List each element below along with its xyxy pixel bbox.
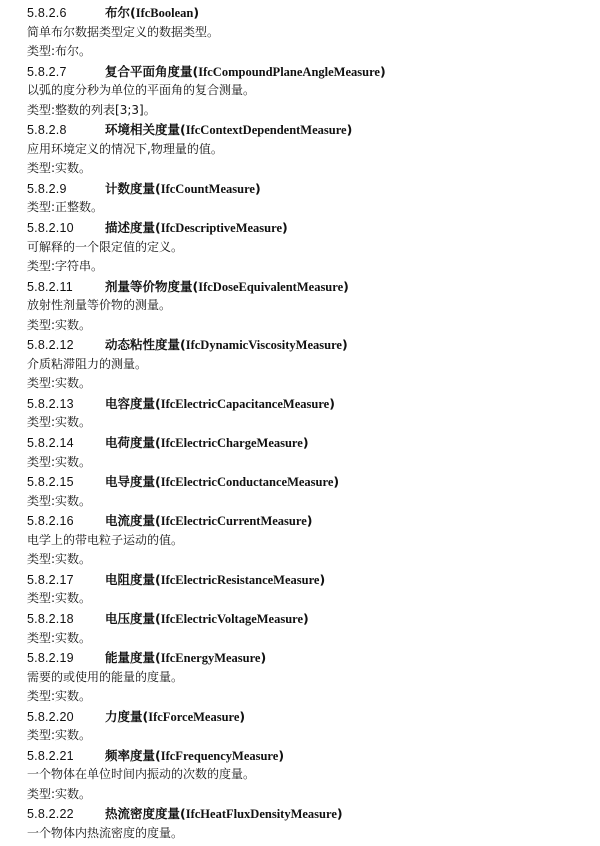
paren-close: ) [343,278,349,294]
section-number: 5.8.2.11 [27,279,73,294]
paren-open: ( [155,474,161,490]
entity-code: IfcDescriptiveMeasure [160,221,282,236]
paren-open: ( [192,63,199,79]
entity-code: IfcElectricCurrentMeasure [160,514,307,529]
paren-close: ) [329,395,335,411]
section-heading [27,3,592,23]
section-type: 类型:实数。 [27,591,92,606]
section-number: 5.8.2.8 [27,123,67,138]
section-description: 一个物体内热流密度的度量。 [27,825,184,840]
paren-close: ) [306,513,313,529]
section-title: 电容度量 [105,395,156,411]
section-title: 剂量等价物度量 [105,278,193,294]
paren-close: ) [319,571,326,587]
section-number: 5.8.2.20 [27,709,74,724]
section-type: 类型:正整数。 [27,200,104,215]
paren-open: ( [130,5,136,20]
section-number: 5.8.2.22 [27,807,74,822]
section-heading [27,433,592,453]
section-type: 类型:实数。 [27,454,92,469]
section-type: 类型:字符串。 [27,259,104,274]
section-title: 环境相关度量 [105,122,181,138]
section-type: 类型:实数。 [27,786,92,801]
section-number: 5.8.2.21 [27,748,74,763]
section-title: 动态粘性度量 [105,337,181,353]
section-heading [27,394,592,414]
section-description: 放射性剂量等价物的测量。 [27,298,172,313]
entity-code: IfcBoolean [135,6,194,20]
entity-code: IfcHeatFluxDensityMeasure [185,807,337,822]
section-heading [27,335,592,355]
paren-close: ) [278,747,285,763]
section-title: 力度量 [105,708,143,724]
section-heading [27,746,592,766]
paren-close: ) [336,806,343,822]
section-description: 介质粘滞阻力的测量。 [27,356,148,371]
entity-code: IfcDynamicViscosityMeasure [185,338,342,353]
section-title: 能量度量 [105,650,156,666]
section-title: 描述度量 [105,220,156,236]
paren-open: ( [155,395,161,411]
entity-code: IfcContextDependentMeasure [185,123,347,138]
paren-close: ) [282,220,288,236]
section-type: 类型:实数。 [27,376,92,391]
entity-code: IfcElectricConductanceMeasure [160,475,334,490]
section-type: 类型:实数。 [27,415,92,430]
paren-open: ( [155,747,161,763]
paren-close: ) [346,122,353,138]
section-title: 电流度量 [105,513,156,529]
paren-open: ( [142,708,149,724]
section-heading [27,277,592,297]
entity-code: IfcElectricChargeMeasure [160,436,303,451]
section-heading [27,62,592,82]
paren-open: ( [155,220,161,236]
paren-open: ( [155,180,161,196]
section-description: 电学上的带电粒子运动的值。 [27,532,184,547]
section-description: 一个物体在单位时间内振动的次数的度量。 [27,767,256,782]
section-type: 类型:实数。 [27,552,92,567]
paren-open: ( [180,337,186,353]
section-title: 电压度量 [105,610,156,626]
entity-code: IfcEnergyMeasure [160,651,261,666]
section-title: 电导度量 [105,474,156,490]
section-heading [27,648,592,668]
entity-code: IfcForceMeasure [148,709,240,724]
paren-open: ( [155,513,161,529]
paren-close: ) [302,435,309,451]
paren-close: ) [193,5,200,20]
paren-close: ) [239,708,246,724]
section-title: 布尔 [105,5,131,20]
paren-open: ( [180,122,186,138]
section-type: 类型:实数。 [27,630,92,645]
section-title: 复合平面角度量 [105,63,193,79]
paren-open: ( [192,278,199,294]
section-description: 应用环境定义的情况下,物理量的值。 [27,141,223,156]
section-heading [27,218,592,238]
section-number: 5.8.2.19 [27,651,74,666]
section-number: 5.8.2.15 [27,475,74,490]
section-title: 频率度量 [105,747,156,763]
paren-close: ) [341,337,348,353]
section-number: 5.8.2.6 [27,6,67,20]
section-number: 5.8.2.13 [27,396,74,411]
section-heading [27,511,592,531]
section-heading [27,472,592,492]
paren-open: ( [155,650,161,666]
entity-code: IfcFrequencyMeasure [160,748,279,763]
section-heading [27,609,592,629]
paren-close: ) [333,474,340,490]
section-description: 以弧的度分秒为单位的平面角的复合测量。 [27,83,256,98]
section-number: 5.8.2.12 [27,338,74,353]
paren-close: ) [303,610,309,626]
entity-code: IfcElectricCapacitanceMeasure [160,396,330,411]
section-heading [27,804,592,824]
section-type: 类型:实数。 [27,493,92,508]
section-type: 类型:布尔。 [27,44,92,59]
section-type: 类型:整数的列表[3;3]。 [27,102,156,117]
section-title: 电荷度量 [105,435,156,451]
section-number: 5.8.2.17 [27,572,74,587]
entity-code: IfcCountMeasure [160,181,255,196]
section-number: 5.8.2.10 [27,221,74,236]
section-heading [27,707,592,727]
section-title: 电阻度量 [105,571,156,587]
section-type: 类型:实数。 [27,161,92,176]
section-number: 5.8.2.14 [27,436,74,451]
section-number: 5.8.2.16 [27,514,74,529]
entity-code: IfcElectricVoltageMeasure [160,611,304,626]
document-page [27,3,592,844]
section-heading [27,570,592,590]
section-description: 可解释的一个限定值的定义。 [27,239,184,254]
section-type: 类型:实数。 [27,317,92,332]
section-title: 计数度量 [105,180,156,196]
entity-code: IfcDoseEquivalentMeasure [198,279,344,294]
section-type: 类型:实数。 [27,728,92,743]
entity-code: IfcCompoundPlaneAngleMeasure [198,64,380,79]
paren-open: ( [155,610,161,626]
section-type: 类型:实数。 [27,689,92,704]
paren-close: ) [379,63,386,79]
paren-close: ) [254,180,261,196]
section-number: 5.8.2.9 [27,181,67,196]
paren-open: ( [155,435,161,451]
section-title: 热流密度度量 [105,806,181,822]
section-description: 简单布尔数据类型定义的数据类型。 [27,24,220,39]
section-heading [27,120,592,140]
entity-code: IfcElectricResistanceMeasure [160,572,320,587]
section-number: 5.8.2.7 [27,64,67,79]
paren-close: ) [260,650,267,666]
section-number: 5.8.2.18 [27,611,74,626]
section-description: 需要的或使用的能量的度量。 [27,669,184,684]
section-heading [27,179,592,199]
paren-open: ( [180,806,186,822]
paren-open: ( [155,571,161,587]
